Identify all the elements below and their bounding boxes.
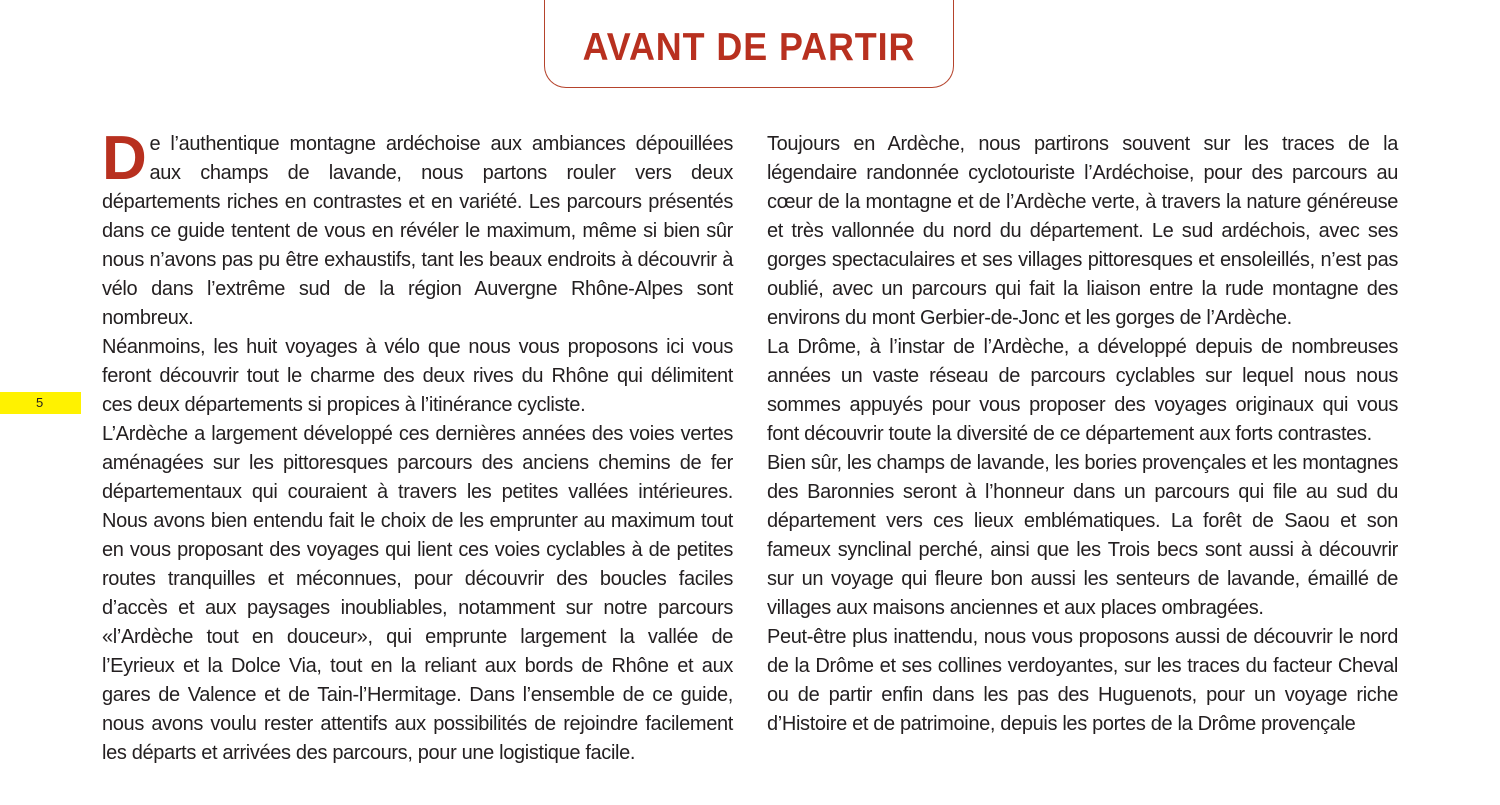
paragraph: L’Ardèche a largement développé ces dernières années des voies vertes aménagées sur les pittoresques parcours des anciens chemins de fer départementaux qui couraient à travers les petites vallées intérieures. Nous avons bien entendu fait le choix de les emprunter au maximum tout en vous proposant des voyages qui lient ces voies cyclables à de petites routes tranquilles et méconnues, pour découvrir des boucles faciles d’accès et aux paysages inoubliables, notamment sur notre parcours «l’Ardèche tout en douceur», qui emprunte largement la vallée de l’Eyrieux et la Dolce Via, tout en la reliant aux bords de Rhône et aux gares de Valence et de Tain-l’Hermitage. Dans l’ensemble de ce guide, nous avons voulu rester attentifs aux possibilités de rejoindre facilement les départs et arrivées des parcours, pour une logistique facile. <box>102 423 733 764</box>
paragraph: La Drôme, à l’instar de l’Ardèche, a développé depuis de nombreuses années un vaste réseau de parcours cyclables sur lequel nous nous sommes appuyés pour vous proposer des voyages originaux qui vous font découvrir toute la diversité de ce département aux forts contrastes. <box>767 336 1398 445</box>
title-frame <box>544 0 954 88</box>
paragraph: Bien sûr, les champs de lavande, les bories provençales et les montagnes des Baronnies seront à l’honneur dans un parcours qui file au sud du département vers ces lieux emblématiques. La forêt de Saou et son fameux synclinal perché, ainsi que les Trois becs sont aussi à découvrir sur un voyage qui fleure bon aussi les senteurs de lavande, émaillé de villages aux maisons anciennes et aux places ombragées. <box>767 452 1398 619</box>
paragraph: Peut-être plus inattendu, nous vous proposons aussi de découvrir le nord de la Drôme et ses collines verdoyantes, sur les traces du facteur Cheval ou de partir enfin dans les pas des Huguenots, pour un voyage riche d’Histoire et de patrimoine, depuis les portes de la Drôme provençale <box>767 626 1398 735</box>
paragraph <box>102 124 733 333</box>
paragraph-text: e l’authentique montagne ardéchoise aux ambiances dépouillées aux champs de lavande, nous partons rouler vers deux départements riches en contrastes et en variété. Les parcours présentés dans ce guide tentent de vous en révéler le maximum, même si bien sûr nous n’avons pas pu être exhaustifs, tant les beaux endroits à découvrir à vélo dans l’extrême sud de la région Auvergne Rhône-Alpes sont nombreux. <box>102 133 733 329</box>
paragraph: Néanmoins, les huit voyages à vélo que nous vous proposons ici vous feront découvrir tout le charme des deux rives du Rhône qui délimitent ces deux départements si propices à l’itinérance cycliste. <box>102 336 733 416</box>
page-number: 5 <box>36 395 44 410</box>
right-text-column <box>767 130 1398 739</box>
page-title: AVANT DE PARTIR <box>582 26 916 69</box>
paragraph: Toujours en Ardèche, nous partirons souvent sur les traces de la légendaire randonnée cyclotouriste l’Ardéchoise, pour des parcours au cœur de la montagne et de l’Ardèche verte, à travers la nature généreuse et très vallonnée du nord du département. Le sud ardéchois, avec ses gorges spectaculaires et ses villages pittoresques et ensoleillés, n’est pas oublié, avec un parcours qui fait la liaison entre la rude montagne des environs du mont Gerbier-de-Jonc et les gorges de l’Ardèche. <box>767 133 1398 329</box>
left-text-column <box>102 124 733 768</box>
drop-cap: D <box>102 124 147 193</box>
